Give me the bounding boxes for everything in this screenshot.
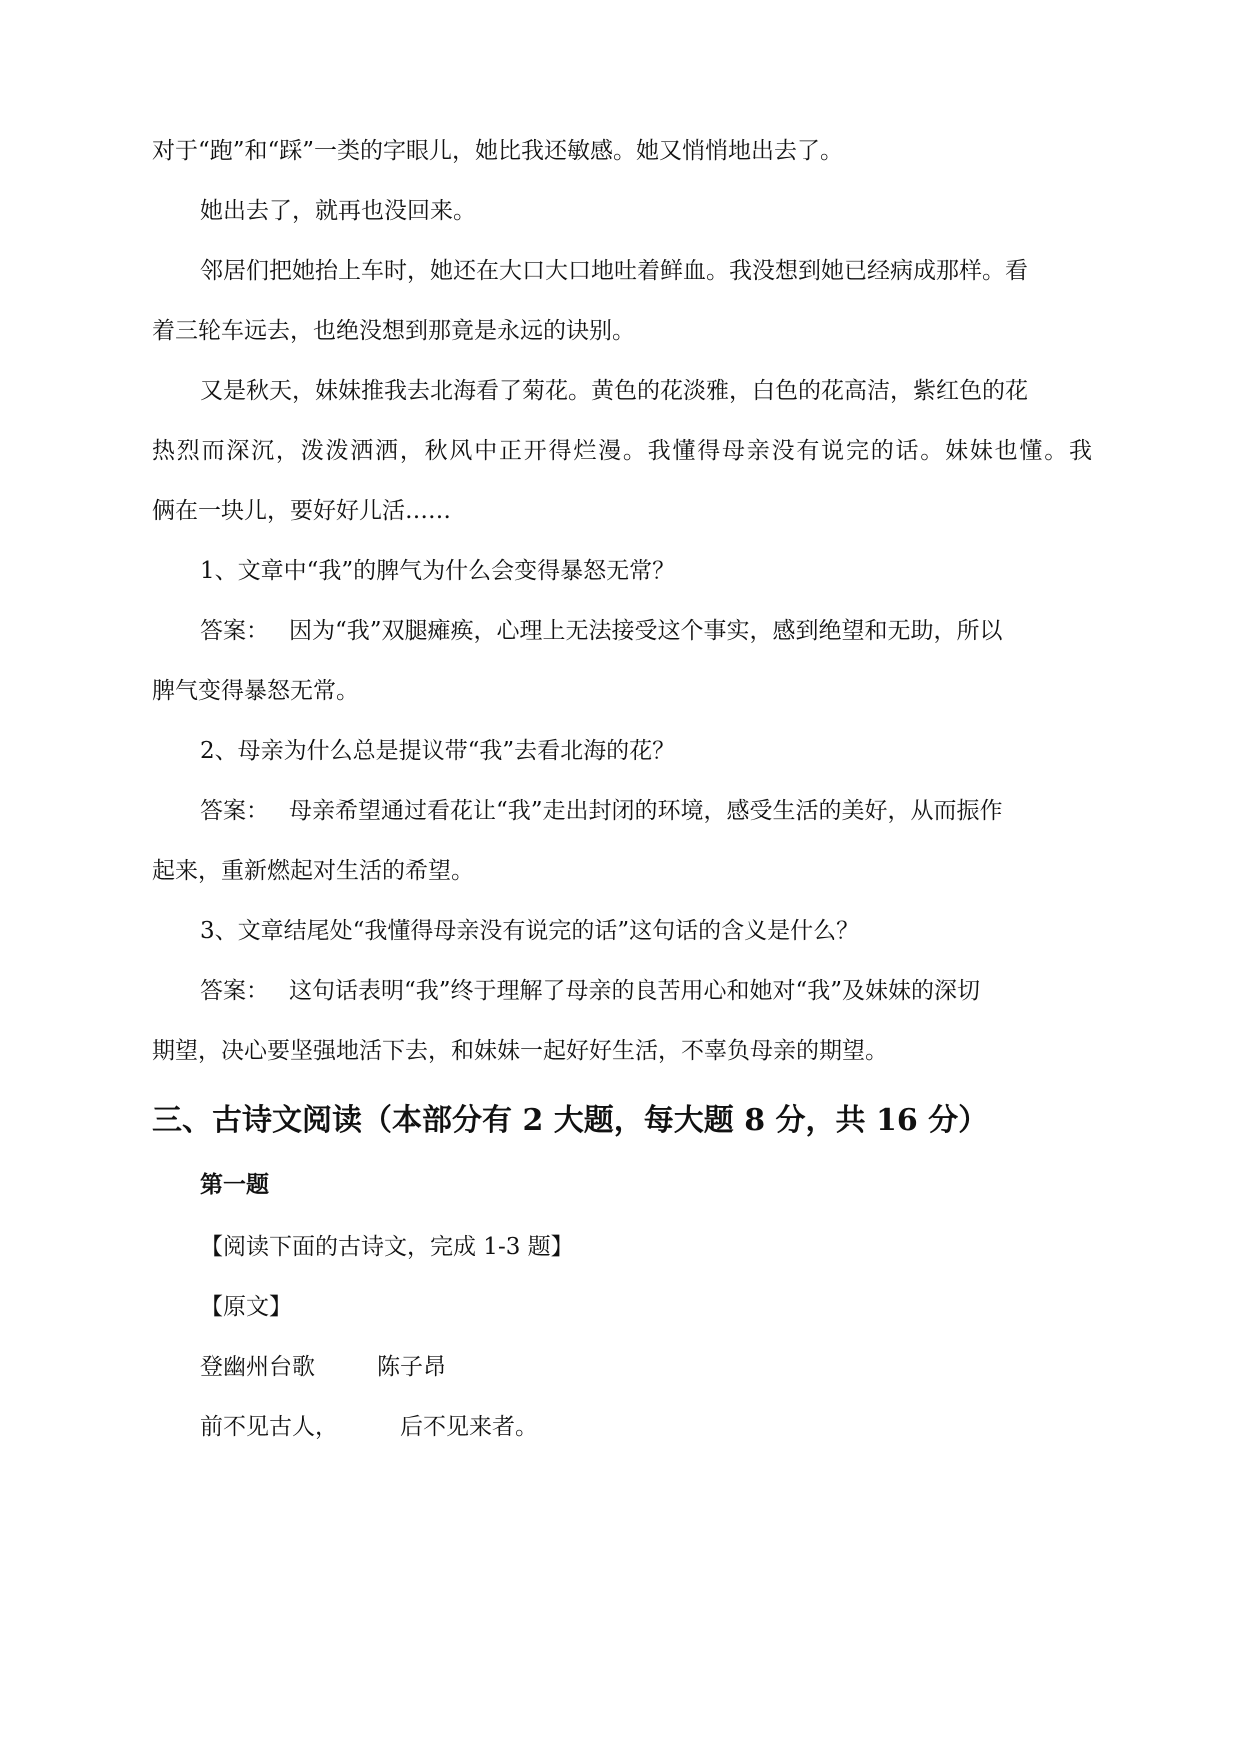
poem-title-line (200, 1352, 446, 1382)
subheading-first-question: 第一题 (200, 1171, 269, 1198)
answer-label: 答案： (200, 978, 269, 1004)
passage-paragraph-2: 她出去了，就再也没回来。 (200, 198, 476, 224)
passage-paragraph-1: 对于“跑”和“踩”一类的字眼儿，她比我还敏感。她又悄悄地出去了。 (152, 138, 844, 164)
passage-paragraph-4-line-1: 又是秋天，妹妹推我去北海看了菊花。黄色的花淡雅，白色的花高洁，紫红色的花 (200, 378, 1028, 404)
passage-paragraph-4-line-3: 俩在一块儿，要好好儿活…… (152, 498, 451, 524)
passage-paragraph-3-line-1: 邻居们把她抬上车时，她还在大口大口地吐着鲜血。我没想到她已经病成那样。看 (200, 258, 1028, 284)
answer-1-line-1 (200, 616, 1003, 646)
poem-title: 登幽州台歌 (200, 1354, 315, 1380)
poem-line-1 (200, 1412, 538, 1442)
reading-instruction: 【阅读下面的古诗文，完成 1-3 题】 (200, 1234, 574, 1260)
answer-3-text: 这句话表明“我”终于理解了母亲的良苦用心和她对“我”及妹妹的深切 (289, 978, 981, 1004)
answer-label: 答案： (200, 618, 269, 644)
answer-2-line-2: 起来，重新燃起对生活的希望。 (152, 858, 474, 884)
passage-paragraph-3-line-2: 着三轮车远去，也绝没想到那竟是永远的诀别。 (152, 318, 635, 344)
poem-line-1-second-half: 后不见来者。 (400, 1414, 538, 1440)
poem-line-1-first-half: 前不见古人， (200, 1414, 338, 1440)
answer-3-line-1 (200, 976, 980, 1006)
answer-1-line-2: 脾气变得暴怒无常。 (152, 678, 359, 704)
original-text-label: 【原文】 (200, 1294, 292, 1320)
poem-author: 陈子昂 (377, 1354, 446, 1380)
question-3: 3、文章结尾处“我懂得母亲没有说完的话”这句话的含义是什么？ (200, 918, 860, 944)
question-1: 1、文章中“我”的脾气为什么会变得暴怒无常？ (200, 558, 676, 584)
answer-2-line-1 (200, 796, 1003, 826)
passage-paragraph-4-line-2: 热烈而深沉，泼泼洒洒，秋风中正开得烂漫。我懂得母亲没有说完的话。妹妹也懂。我 (152, 438, 1092, 464)
answer-2-text: 母亲希望通过看花让“我”走出封闭的环境，感受生活的美好，从而振作 (289, 798, 1003, 824)
section-heading: 三、古诗文阅读（本部分有 2 大题，每大题 8 分，共 16 分） (152, 1103, 989, 1138)
answer-1-text: 因为“我”双腿瘫痪，心理上无法接受这个事实，感到绝望和无助，所以 (289, 618, 1003, 644)
answer-3-line-2: 期望，决心要坚强地活下去，和妹妹一起好好生活，不辜负母亲的期望。 (152, 1038, 888, 1064)
answer-label: 答案： (200, 798, 269, 824)
question-2: 2、母亲为什么总是提议带“我”去看北海的花？ (200, 738, 676, 764)
